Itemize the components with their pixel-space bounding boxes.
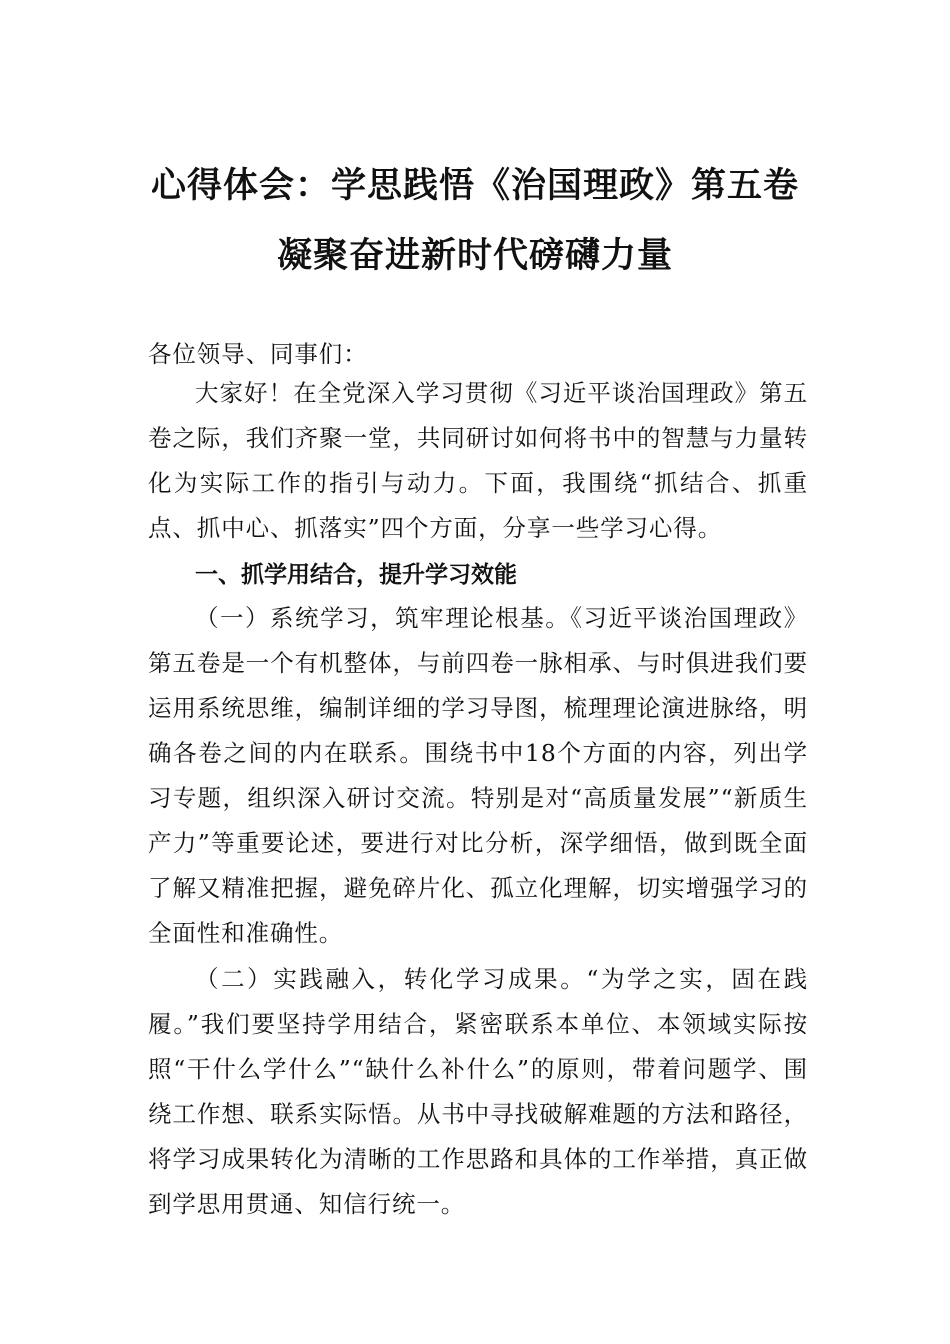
section-1-heading: 一、抓学用结合，提升学习效能 bbox=[195, 562, 517, 588]
section-1-paragraph-2: （二）实践融入，转化学习成果。“为学之实，固在践履。”我们要坚持学用结合，紧密联系本单位、本领域实际按照“干什么学什么”“缺什么补什么”的原则，带着问题学、围绕工作想、联系实际悟。从书中寻找破解难题的方法和路径，将学习成果转化为清晰的工作思路和具体的工作举措，真正做到学思用贯通、知信行统一。 bbox=[148, 965, 808, 1218]
section-1-paragraph-1: （一）系统学习，筑牢理论根基。《习近平谈治国理政》第五卷是一个有机整体，与前四卷一脉相承、与时俱进我们要运用系统思维，编制详细的学习导图，梳理理论演进脉络，明确各卷之间的内在联系。围绕书中18个方面的内容，列出学习专题，组织深入研讨交流。特别是对“高质量发展”“新质生产力”等重要论述，要进行对比分析，深学细悟，做到既全面了解又精准把握，避免碎片化、孤立化理解，切实增强学习的全面性和准确性。 bbox=[148, 604, 808, 947]
document-title-line-1: 心得体会：学思践悟《治国理政》第五卷 bbox=[150, 166, 799, 206]
intro-paragraph: 大家好！在全党深入学习贯彻《习近平谈治国理政》第五卷之际，我们齐聚一堂，共同研讨如何将书中的智慧与力量转化为实际工作的指引与动力。下面，我围绕“抓结合、抓重点、抓中心、抓落实”四个方面，分享一些学习心得。 bbox=[148, 379, 808, 542]
salutation: 各位领导、同事们： bbox=[148, 340, 368, 368]
document-title-line-2: 凝聚奋进新时代磅礴力量 bbox=[276, 236, 673, 276]
